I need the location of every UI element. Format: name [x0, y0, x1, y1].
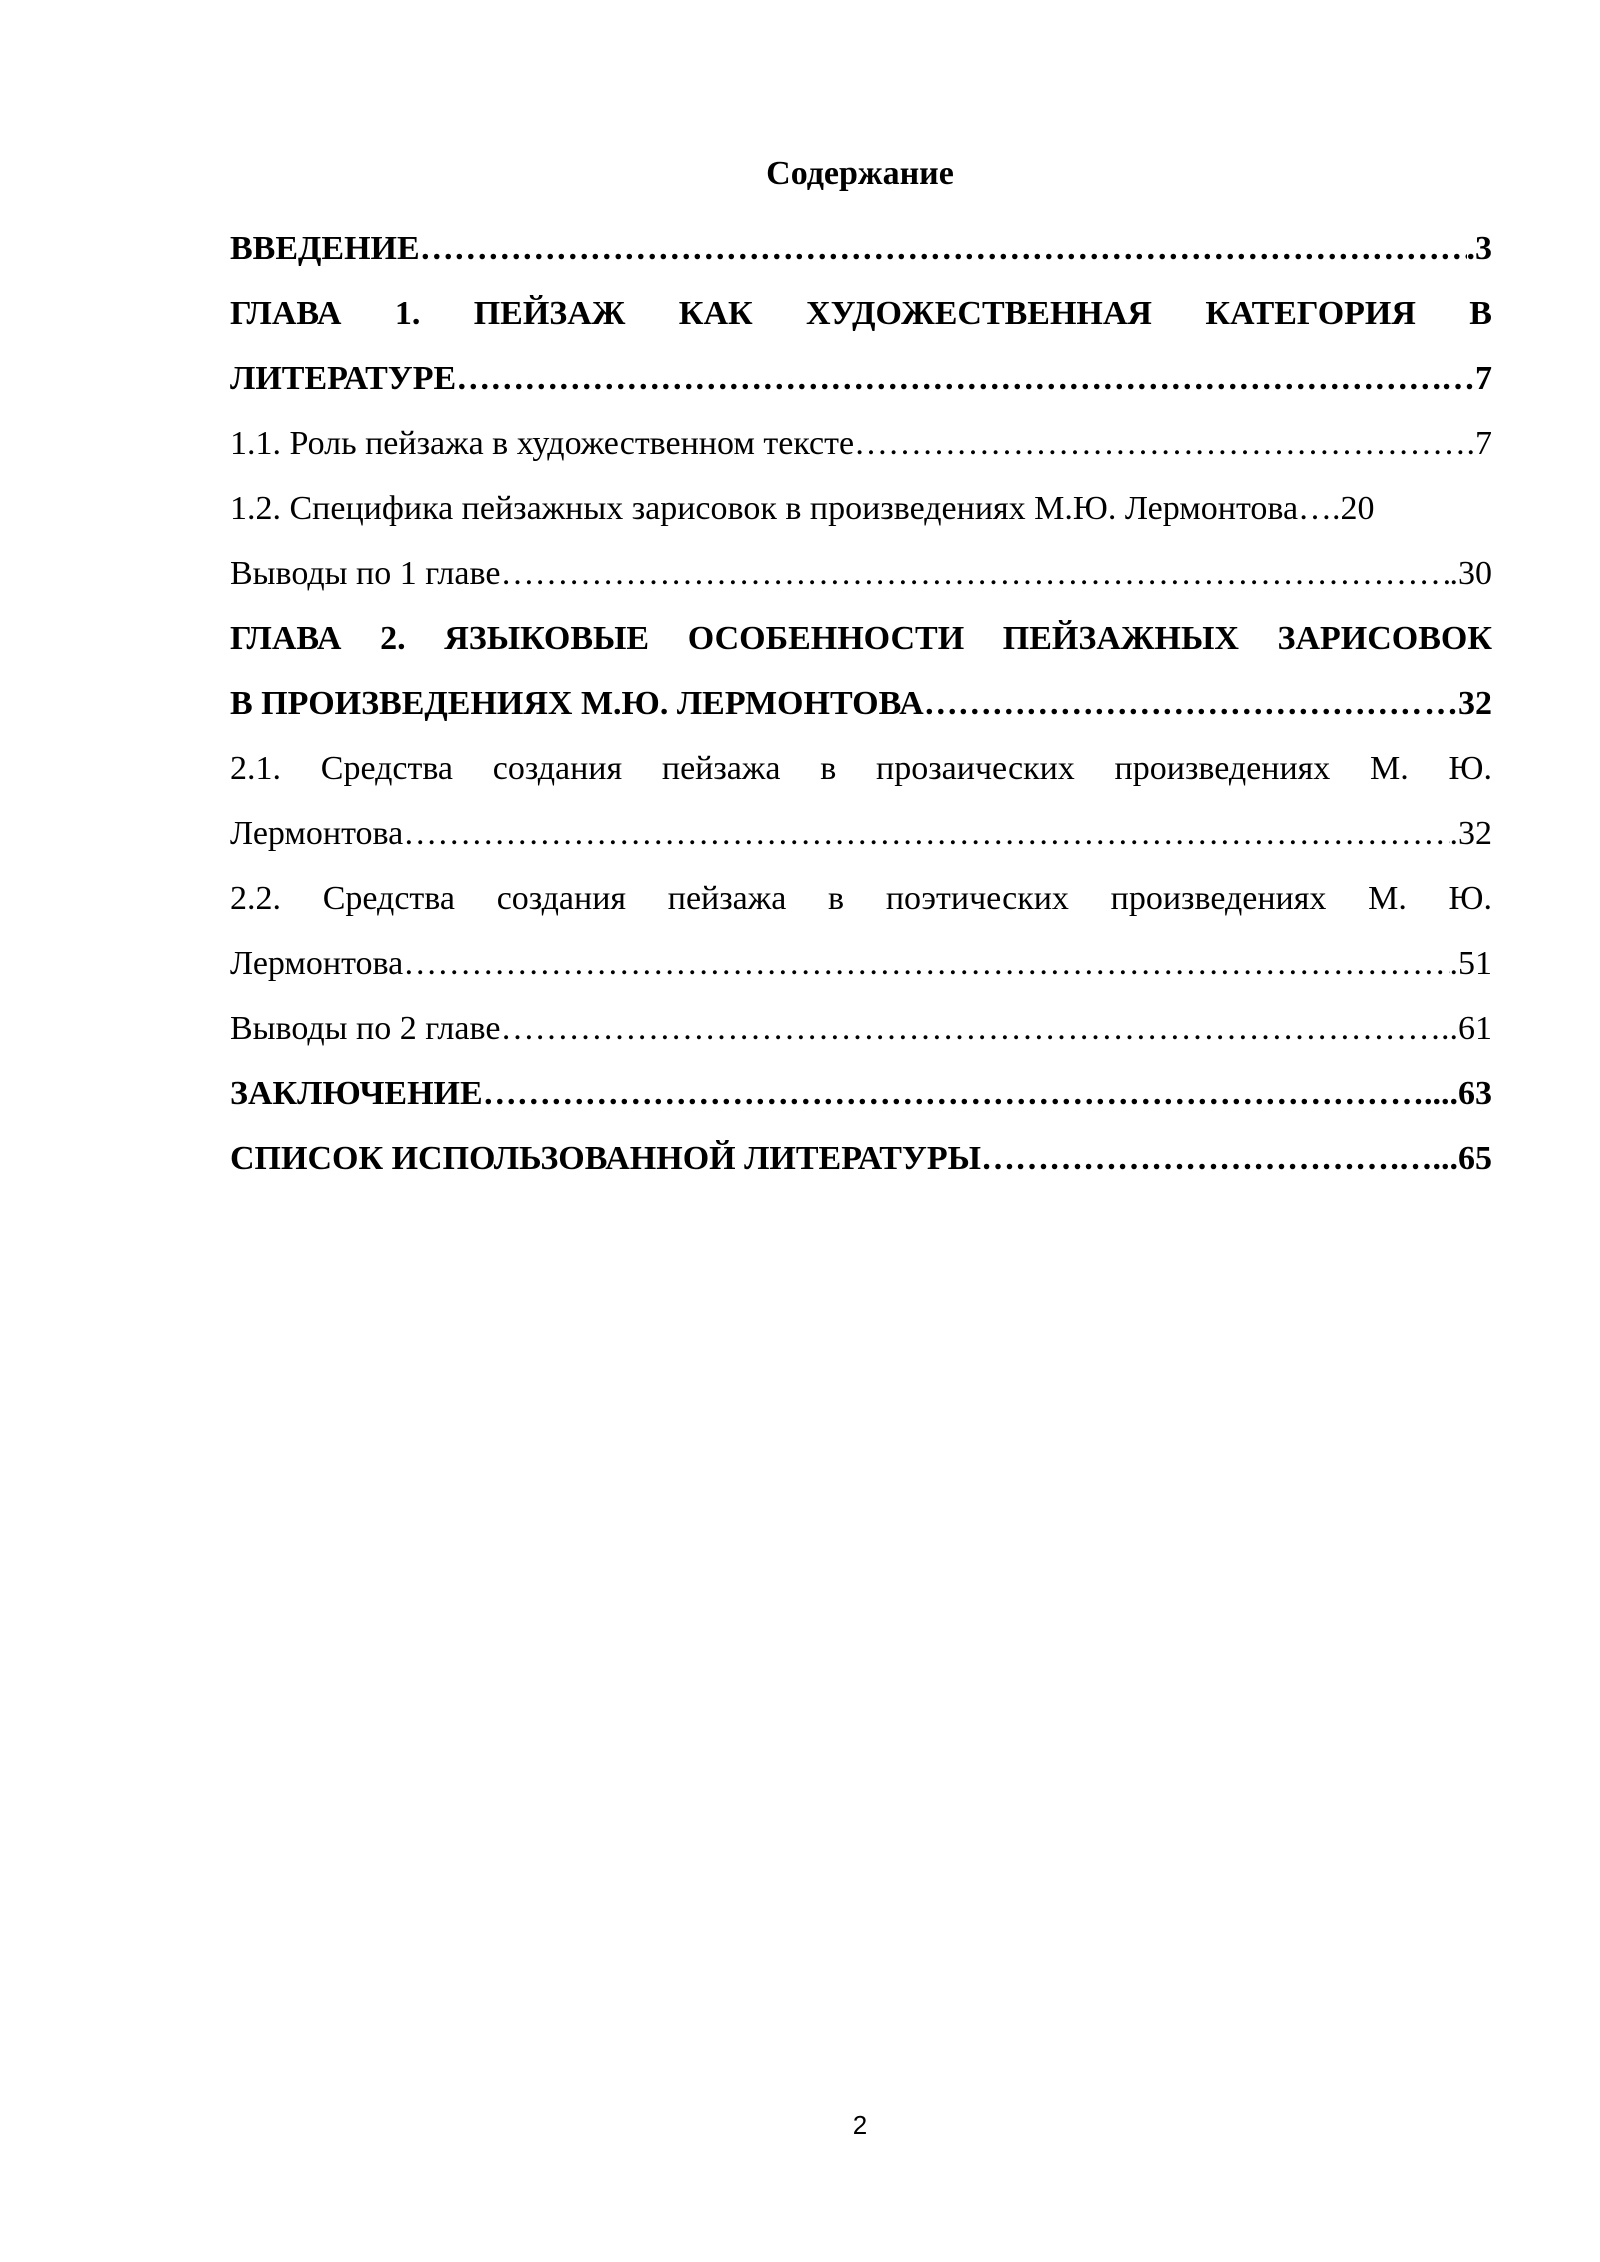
toc-leader-dots: [456, 346, 1441, 411]
table-of-contents: [230, 216, 1492, 1191]
toc-entry-label-continued: ЛИТЕРАТУРЕ: [230, 360, 457, 397]
toc-entry-label: ГЛАВА 1. ПЕЙЗАЖ КАК ХУДОЖЕСТВЕННАЯ КАТЕГОРИЯ В: [230, 295, 1492, 332]
toc-entry-intro[interactable]: [230, 216, 1492, 281]
toc-page-number: …...65: [1398, 1140, 1492, 1177]
toc-entry-label-continued: Лермонтова: [230, 815, 404, 852]
toc-leader-dots: [500, 541, 1449, 606]
toc-page-number: …7: [1441, 360, 1492, 397]
toc-entry-chapter-2[interactable]: [230, 606, 1492, 736]
toc-page-number: ..61: [1441, 1010, 1492, 1047]
toc-entry-references[interactable]: [230, 1126, 1492, 1191]
toc-leader-dots: [483, 1061, 1390, 1126]
toc-entry-label: ГЛАВА 2. ЯЗЫКОВЫЕ ОСОБЕННОСТИ ПЕЙЗАЖНЫХ ЗАРИСОВОК: [230, 620, 1492, 657]
toc-entry-section-1-2[interactable]: [230, 476, 1492, 541]
toc-entry-label: 2.2. Средства создания пейзажа в поэтических произведениях М. Ю.: [230, 880, 1492, 917]
toc-entry-label: ЗАКЛЮЧЕНИЕ: [230, 1075, 483, 1112]
toc-entry-label-continued: Лермонтова: [230, 945, 404, 982]
toc-page-number: …....63: [1390, 1075, 1492, 1112]
toc-page-number: .30: [1449, 555, 1492, 592]
toc-leader-dots: [500, 996, 1441, 1061]
toc-leader-dots: [420, 216, 1467, 281]
toc-entry-label: ВВЕДЕНИЕ: [230, 230, 420, 267]
toc-leader-dots: [981, 1126, 1399, 1191]
toc-entry-label: Выводы по 1 главе: [230, 555, 501, 592]
toc-page-number: ….20: [1298, 490, 1375, 527]
toc-leader-dots: [403, 931, 1449, 996]
page-number: 2: [852, 2110, 868, 2140]
toc-entry-conclusions-1[interactable]: [230, 541, 1492, 606]
toc-leader-dots: [403, 801, 1449, 866]
toc-page-number: .7: [1466, 425, 1492, 462]
toc-entry-chapter-1[interactable]: [230, 281, 1492, 411]
page-title: Содержание: [766, 155, 954, 192]
toc-entry-label: 1.2. Специфика пейзажных зарисовок в произведениях М.Ю. Лермонтова: [230, 490, 1299, 527]
toc-entry-conclusion[interactable]: [230, 1061, 1492, 1126]
toc-entry-label: СПИСОК ИСПОЛЬЗОВАННОЙ ЛИТЕРАТУРЫ: [230, 1140, 981, 1177]
toc-entry-section-2-2[interactable]: [230, 866, 1492, 996]
toc-entry-label: Выводы по 2 главе: [230, 1010, 501, 1047]
toc-entry-section-1-1[interactable]: [230, 411, 1492, 476]
toc-page-number: .32: [1449, 815, 1492, 852]
toc-entry-section-2-1[interactable]: [230, 736, 1492, 866]
toc-leader-dots: [924, 671, 1424, 736]
toc-leader-dots: [854, 411, 1466, 476]
toc-entry-conclusions-2[interactable]: [230, 996, 1492, 1061]
toc-page-number: .51: [1449, 945, 1492, 982]
toc-page-number: …32: [1424, 685, 1492, 722]
toc-entry-label: 2.1. Средства создания пейзажа в прозаических произведениях М. Ю.: [230, 750, 1492, 787]
toc-entry-label: 1.1. Роль пейзажа в художественном тексте: [230, 425, 855, 462]
toc-entry-label-continued: В ПРОИЗВЕДЕНИЯХ М.Ю. ЛЕРМОНТОВА: [230, 685, 924, 722]
toc-page-number: .3: [1466, 230, 1492, 267]
